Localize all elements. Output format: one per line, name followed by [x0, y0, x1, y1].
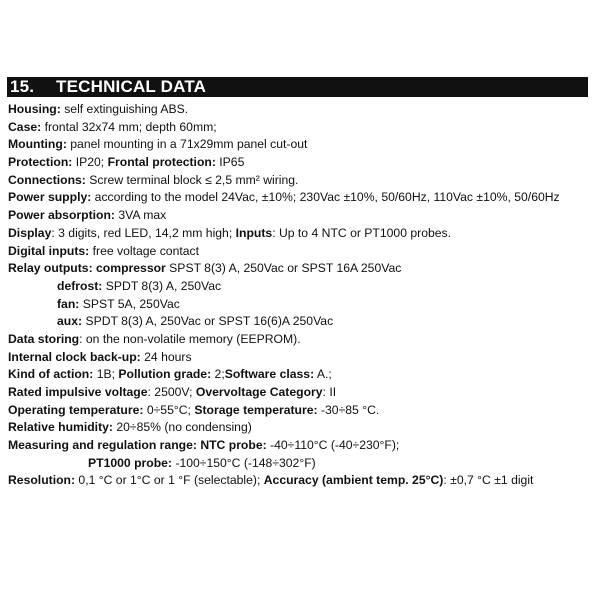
- section-title: TECHNICAL DATA: [56, 77, 207, 96]
- spec-relative-humidity: [8, 419, 588, 437]
- frontal-protection-value: IP65: [215, 155, 245, 170]
- fan-value: SPST 5A, 250Vac: [79, 296, 180, 311]
- clock-value: 24 hours: [140, 349, 192, 364]
- mounting-label: Mounting:: [8, 137, 67, 152]
- spec-display: [8, 225, 588, 243]
- spec-kind-of-action: [8, 366, 588, 384]
- spec-mounting: [8, 136, 588, 154]
- spec-housing: [8, 101, 588, 119]
- resolution-value: 0,1 °C or 1°C or 1 °F (selectable);: [75, 473, 264, 488]
- digital-inputs-value: free voltage contact: [89, 243, 200, 258]
- aux-value: SPDT 8(3) A, 250Vac or SPST 16(6)A 250Vac: [82, 314, 334, 329]
- power-absorption-label: Power absorption:: [8, 208, 115, 223]
- protection-value: IP20;: [72, 155, 108, 170]
- display-value: : 3 digits, red LED, 14,2 mm high;: [51, 225, 236, 240]
- accuracy-label: Accuracy (ambient temp. 25°C): [263, 473, 444, 488]
- mounting-value: panel mounting in a 71x29mm panel cut-out: [66, 137, 308, 152]
- spec-resolution: [8, 472, 588, 490]
- storage-temp-value: -30÷85 °C.: [317, 402, 380, 417]
- impulsive-value: : 2500V;: [147, 385, 196, 400]
- protection-label: Protection:: [8, 155, 73, 170]
- digital-inputs-label: Digital inputs:: [8, 243, 90, 258]
- pt1000-value: -100÷150°C (-148÷302°F): [172, 455, 316, 470]
- data-storing-value: : on the non-volatile memory (EEPROM).: [79, 331, 301, 346]
- spec-fan: [8, 296, 588, 314]
- spec-case: [8, 119, 588, 137]
- kind-value: 1B;: [93, 367, 119, 382]
- section-header: [7, 77, 588, 97]
- inputs-value: : Up to 4 NTC or PT1000 probes.: [272, 225, 452, 240]
- spec-data-storing: [8, 331, 588, 349]
- spec-power-absorption: [8, 207, 588, 225]
- spec-relay-outputs: [8, 260, 588, 278]
- pollution-label: Pollution grade:: [118, 367, 212, 382]
- connections-value: Screw terminal block ≤ 2,5 mm² wiring.: [85, 172, 299, 187]
- housing-value: self extinguishing ABS.: [60, 102, 189, 116]
- housing-label: Housing:: [8, 102, 61, 116]
- spec-aux: [8, 313, 588, 331]
- measuring-value: -40÷110°C (-40÷230°F);: [266, 438, 400, 453]
- spec-protection: [8, 154, 588, 172]
- software-label: Software class:: [224, 367, 315, 382]
- op-temp-label: Operating temperature:: [8, 402, 144, 417]
- spec-operating-temperature: [8, 402, 588, 420]
- pt1000-label: PT1000 probe:: [88, 455, 172, 470]
- case-value: frontal 32x74 mm; depth 60mm;: [41, 119, 217, 134]
- overvoltage-value: : II: [322, 385, 337, 400]
- connections-label: Connections:: [8, 172, 86, 187]
- aux-label: aux:: [57, 314, 83, 329]
- software-value: A.;: [314, 367, 332, 382]
- impulsive-label: Rated impulsive voltage: [8, 385, 148, 400]
- section-number: 15.: [10, 77, 35, 96]
- relay-outputs-label: Relay outputs: compressor: [8, 261, 166, 276]
- storage-temp-label: Storage temperature:: [194, 402, 318, 417]
- spec-power-supply: [8, 189, 588, 207]
- spec-pt1000: [8, 455, 588, 473]
- data-storing-label: Data storing: [8, 331, 80, 346]
- frontal-protection-label: Frontal protection:: [107, 155, 216, 170]
- spec-internal-clock: [8, 349, 588, 367]
- spec-defrost: [8, 278, 588, 296]
- op-temp-value: 0÷55°C;: [143, 402, 195, 417]
- humidity-label: Relative humidity:: [8, 420, 113, 435]
- clock-label: Internal clock back-up:: [8, 349, 141, 364]
- case-label: Case:: [8, 119, 42, 134]
- accuracy-value: : ±0,7 °C ±1 digit: [443, 473, 534, 488]
- spec-list: [8, 101, 588, 490]
- power-supply-value: according to the model 24Vac, ±10%; 230Vac ±10%, 50/60Hz, 110Vac ±10%, 50/60Hz: [91, 190, 560, 205]
- pollution-value: 2;: [211, 367, 225, 382]
- spec-connections: [8, 172, 588, 190]
- spec-digital-inputs: [8, 243, 588, 261]
- power-supply-label: Power supply:: [8, 190, 92, 205]
- resolution-label: Resolution:: [8, 473, 76, 488]
- measuring-label: Measuring and regulation range: NTC probe:: [8, 438, 267, 453]
- display-label: Display: [8, 225, 52, 240]
- inputs-label: Inputs: [235, 225, 273, 240]
- power-absorption-value: 3VA max: [115, 208, 167, 223]
- defrost-label: defrost:: [57, 278, 103, 293]
- defrost-value: SPDT 8(3) A, 250Vac: [102, 278, 222, 293]
- spec-measuring-range: [8, 437, 588, 455]
- relay-outputs-value: SPST 8(3) A, 250Vac or SPST 16A 250Vac: [165, 261, 402, 276]
- humidity-value: 20÷85% (no condensing): [112, 420, 252, 435]
- kind-label: Kind of action:: [8, 367, 94, 382]
- overvoltage-label: Overvoltage Category: [195, 385, 323, 400]
- fan-label: fan:: [57, 296, 80, 311]
- spec-impulsive-voltage: [8, 384, 588, 402]
